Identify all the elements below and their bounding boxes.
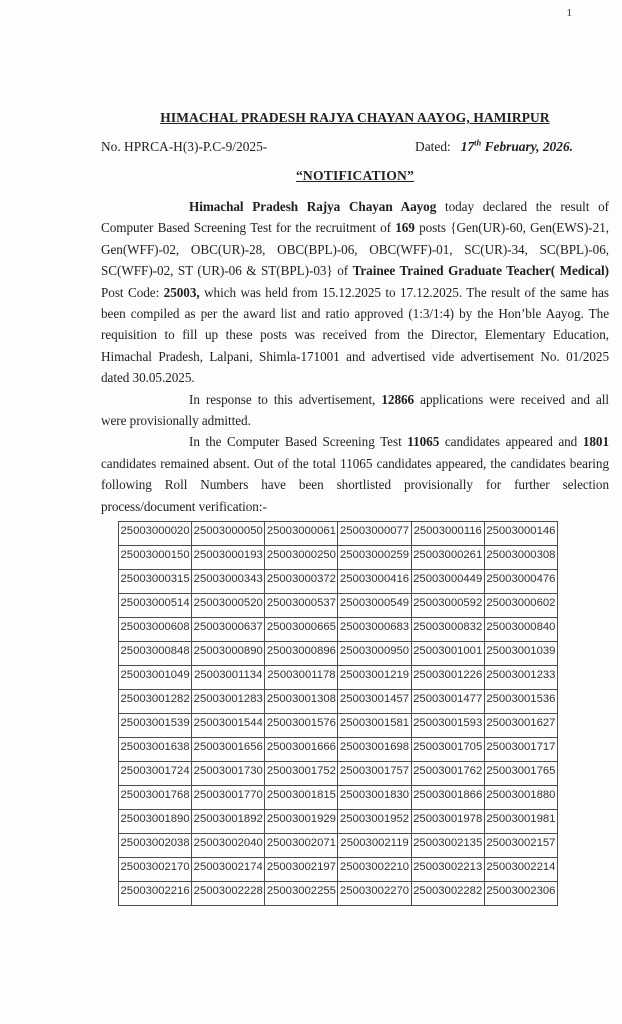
- dated-label: Dated:: [415, 139, 451, 154]
- text-segment: Post Code:: [101, 284, 164, 300]
- table-row: [119, 738, 558, 762]
- roll-number-cell: 25003001765: [484, 762, 557, 786]
- text-segment: today declared the result of Computer Based Screening Test for the recruitment of: [101, 199, 609, 236]
- roll-number-cell: 25003001536: [484, 690, 557, 714]
- roll-number-cell: 25003002197: [265, 858, 338, 882]
- roll-number-cell: 25003000665: [265, 618, 338, 642]
- roll-number-cell: 25003001866: [411, 786, 484, 810]
- bold-text-segment: 11065: [407, 434, 440, 450]
- date-value: [461, 139, 573, 154]
- roll-number-cell: 25003002228: [192, 882, 265, 906]
- roll-number-cell: 25003000449: [411, 570, 484, 594]
- body-paragraphs: [101, 196, 609, 517]
- roll-number-cell: 25003000890: [192, 642, 265, 666]
- roll-number-cell: 25003000261: [411, 546, 484, 570]
- roll-number-cell: 25003000608: [119, 618, 192, 642]
- table-row: [119, 690, 558, 714]
- text-segment: posts {Gen(UR)-60, Gen(EWS)-21, Gen(WFF)-02, OBC(UR)-28, OBC(BPL)-06, OBC(WFF)-01, SC(UR)-34, SC(BPL)-06, SC(WFF)-02, ST (UR)-06 & ST(BPL)-03} of: [101, 220, 609, 279]
- date-day: 17: [460, 139, 475, 154]
- notification-title: “NOTIFICATION”: [295, 168, 415, 183]
- roll-number-cell: 25003001638: [119, 738, 192, 762]
- roll-number-cell: 25003000896: [265, 642, 338, 666]
- roll-number-cell: 25003001724: [119, 762, 192, 786]
- roll-number-cell: 25003001581: [338, 714, 411, 738]
- date-month-year: February, 2026.: [481, 139, 573, 154]
- document-content: [101, 0, 609, 906]
- roll-number-cell: 25003001282: [119, 690, 192, 714]
- roll-number-cell: 25003002174: [192, 858, 265, 882]
- roll-number-cell: 25003002071: [265, 834, 338, 858]
- roll-number-cell: 25003000061: [265, 522, 338, 546]
- roll-number-cell: 25003001752: [265, 762, 338, 786]
- roll-number-cell: 25003000840: [484, 618, 557, 642]
- roll-number-cell: 25003001757: [338, 762, 411, 786]
- roll-number-cell: 25003002306: [484, 882, 557, 906]
- roll-number-cell: 25003001178: [265, 666, 338, 690]
- table-row: [119, 714, 558, 738]
- dated-field: [415, 139, 573, 155]
- table-row: [119, 522, 558, 546]
- roll-number-cell: 25003002040: [192, 834, 265, 858]
- paragraph: [101, 196, 609, 389]
- roll-number-cell: 25003001981: [484, 810, 557, 834]
- roll-number-cell: 25003001233: [484, 666, 557, 690]
- roll-number-cell: 25003000372: [265, 570, 338, 594]
- roll-number-cell: 25003002038: [119, 834, 192, 858]
- table-row: [119, 762, 558, 786]
- table-row: [119, 786, 558, 810]
- roll-number-cell: 25003000602: [484, 594, 557, 618]
- text-segment: candidates remained absent. Out of the total 11065 candidates appeared, the candidates bearing following Roll Numbers have been shortlisted provisionally for further selection process/document verification:-: [101, 455, 609, 514]
- roll-number-cell: 25003000150: [119, 546, 192, 570]
- paragraph: [101, 389, 609, 432]
- paragraph: [101, 431, 609, 517]
- roll-number-cell: 25003001049: [119, 666, 192, 690]
- text-segment: candidates appeared and: [439, 434, 583, 450]
- bold-text-segment: 169: [395, 220, 415, 236]
- roll-number-cell: 25003002210: [338, 858, 411, 882]
- roll-number-cell: 25003001768: [119, 786, 192, 810]
- roll-number-cell: 25003000308: [484, 546, 557, 570]
- roll-number-cell: 25003000146: [484, 522, 557, 546]
- roll-number-cell: 25003000259: [338, 546, 411, 570]
- roll-number-cell: 25003000637: [192, 618, 265, 642]
- table-row: [119, 546, 558, 570]
- roll-number-cell: 25003001039: [484, 642, 557, 666]
- bold-text-segment: Trainee Trained Graduate Teacher( Medical): [352, 263, 610, 279]
- roll-number-cell: 25003002170: [119, 858, 192, 882]
- roll-number-cell: 25003001656: [192, 738, 265, 762]
- roll-number-cell: 25003001890: [119, 810, 192, 834]
- roll-number-cell: 25003001730: [192, 762, 265, 786]
- roll-number-cell: 25003002157: [484, 834, 557, 858]
- org-title: HIMACHAL PRADESH RAJYA CHAYAN AAYOG, HAMIRPUR: [160, 110, 550, 125]
- page-number: 1: [566, 7, 572, 19]
- roll-number-cell: 25003000832: [411, 618, 484, 642]
- roll-number-table: [118, 521, 558, 906]
- roll-number-cell: 25003002282: [411, 882, 484, 906]
- roll-number-cell: 25003001593: [411, 714, 484, 738]
- roll-number-cell: 25003000592: [411, 594, 484, 618]
- roll-number-cell: 25003001539: [119, 714, 192, 738]
- roll-number-cell: 25003001627: [484, 714, 557, 738]
- roll-number-cell: 25003002119: [338, 834, 411, 858]
- roll-number-cell: 25003001952: [338, 810, 411, 834]
- roll-number-cell: 25003001705: [411, 738, 484, 762]
- roll-number-cell: 25003000077: [338, 522, 411, 546]
- text-segment: In the Computer Based Screening Test: [189, 434, 408, 450]
- roll-number-cell: 25003002270: [338, 882, 411, 906]
- text-segment: which was held from 15.12.2025 to 17.12.2025. The result of the same has been compiled as per the award list and ratio approved (1:3/1:4) by the Hon’ble Aayog. The requisition to fill up these posts was received from the Director, Elementary Education, Himachal Pradesh, Lalpani, Shimla-171001 and advertised vide advertisement No. 01/2025 dated 30.05.2025.: [101, 284, 609, 386]
- table-row: [119, 618, 558, 642]
- bold-text-segment: 1801: [582, 434, 609, 450]
- roll-number-cell: 25003002216: [119, 882, 192, 906]
- text-segment: In response to this advertisement,: [189, 391, 382, 407]
- roll-number-cell: 25003000683: [338, 618, 411, 642]
- text-segment: applications were received and all were provisionally admitted.: [101, 391, 609, 429]
- roll-number-cell: 25003001815: [265, 786, 338, 810]
- roll-number-cell: 25003002213: [411, 858, 484, 882]
- roll-number-cell: 25003001698: [338, 738, 411, 762]
- table-row: [119, 810, 558, 834]
- roll-number-cell: 25003001929: [265, 810, 338, 834]
- roll-number-cell: 25003001457: [338, 690, 411, 714]
- table-row: [119, 570, 558, 594]
- roll-number-cell: 25003000476: [484, 570, 557, 594]
- table-row: [119, 594, 558, 618]
- roll-number-cell: 25003000514: [119, 594, 192, 618]
- roll-number-cell: 25003000050: [192, 522, 265, 546]
- roll-number-cell: 25003001283: [192, 690, 265, 714]
- roll-number-cell: 25003001219: [338, 666, 411, 690]
- roll-number-cell: 25003001880: [484, 786, 557, 810]
- roll-number-cell: 25003000020: [119, 522, 192, 546]
- bold-text-segment: 25003,: [163, 284, 200, 300]
- roll-number-cell: 25003002255: [265, 882, 338, 906]
- roll-number-cell: 25003001666: [265, 738, 338, 762]
- roll-number-cell: 25003002214: [484, 858, 557, 882]
- roll-number-cell: 25003001978: [411, 810, 484, 834]
- table-row: [119, 666, 558, 690]
- bold-text-segment: 12866: [381, 391, 415, 407]
- table-row: [119, 858, 558, 882]
- roll-number-cell: 25003000848: [119, 642, 192, 666]
- roll-number-cell: 25003001134: [192, 666, 265, 690]
- table-row: [119, 882, 558, 906]
- roll-number-cell: 25003001892: [192, 810, 265, 834]
- roll-number-cell: 25003001770: [192, 786, 265, 810]
- roll-number-cell: 25003000416: [338, 570, 411, 594]
- bold-text-segment: Himachal Pradesh Rajya Chayan Aayog: [189, 199, 437, 214]
- roll-number-cell: 25003000950: [338, 642, 411, 666]
- roll-number-cell: 25003000250: [265, 546, 338, 570]
- roll-number-cell: 25003001717: [484, 738, 557, 762]
- roll-number-cell: 25003000520: [192, 594, 265, 618]
- roll-number-cell: 25003000537: [265, 594, 338, 618]
- roll-number-cell: 25003001001: [411, 642, 484, 666]
- roll-number-cell: 25003001544: [192, 714, 265, 738]
- roll-number-cell: 25003001226: [411, 666, 484, 690]
- reference-number: No. HPRCA-H(3)-P.C-9/2025-: [101, 139, 268, 154]
- roll-number-cell: 25003001576: [265, 714, 338, 738]
- roll-number-cell: 25003001762: [411, 762, 484, 786]
- roll-number-cell: 25003000549: [338, 594, 411, 618]
- table-row: [119, 834, 558, 858]
- roll-number-cell: 25003001477: [411, 690, 484, 714]
- roll-number-cell: 25003002135: [411, 834, 484, 858]
- roll-number-cell: 25003000315: [119, 570, 192, 594]
- roll-number-cell: 25003000343: [192, 570, 265, 594]
- table-row: [119, 642, 558, 666]
- roll-number-cell: 25003000116: [411, 522, 484, 546]
- roll-number-cell: 25003000193: [192, 546, 265, 570]
- roll-number-cell: 25003001308: [265, 690, 338, 714]
- roll-number-cell: 25003001830: [338, 786, 411, 810]
- reference-row: [101, 139, 609, 155]
- date-ordinal-suffix: th: [474, 137, 482, 148]
